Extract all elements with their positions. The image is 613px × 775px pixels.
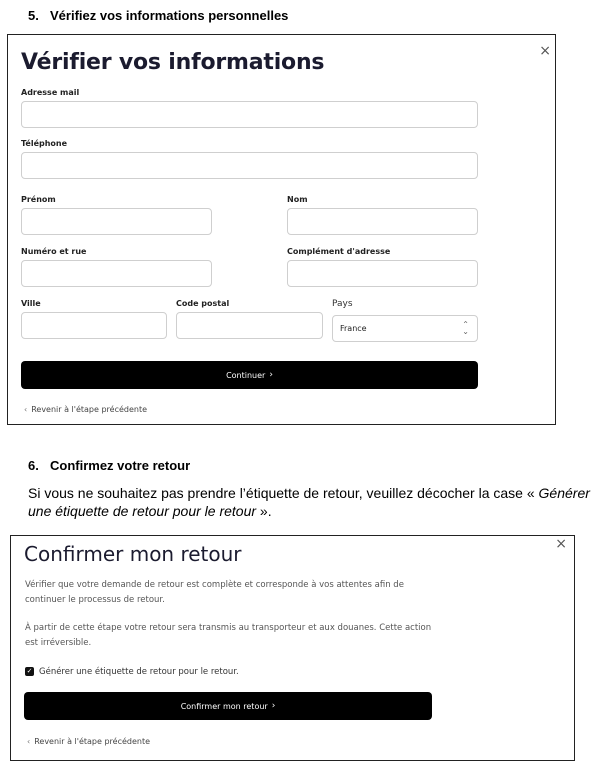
- email-label: Adresse mail: [21, 88, 80, 97]
- generate-label-checkbox-label: Générer une étiquette de retour pour le retour.: [39, 667, 239, 677]
- back-link[interactable]: [24, 405, 147, 414]
- continue-button[interactable]: [21, 361, 478, 389]
- chevron-right-icon: ›: [269, 370, 273, 380]
- back-link-label: Revenir à l'étape précédente: [34, 737, 151, 746]
- first-name-label: Prénom: [21, 195, 56, 204]
- back-link-label: Revenir à l'étape précédente: [31, 405, 148, 414]
- step-5-heading: [28, 8, 288, 23]
- first-name-input[interactable]: [21, 208, 212, 235]
- street-input[interactable]: [21, 260, 212, 287]
- email-input[interactable]: [21, 101, 478, 128]
- phone-label: Téléphone: [21, 139, 68, 148]
- generate-label-checkbox[interactable]: ✓: [26, 668, 33, 675]
- note-italic: Générer une étiquette de retour pour le retour: [28, 485, 590, 519]
- country-value: France: [340, 324, 367, 333]
- last-name-input[interactable]: [287, 208, 478, 235]
- close-icon[interactable]: ×: [539, 43, 551, 59]
- confirm-return-title: Confirmer mon retour: [24, 542, 242, 566]
- chevron-left-icon: ‹: [27, 737, 31, 746]
- city-input[interactable]: [21, 312, 167, 339]
- verify-info-panel: [7, 34, 556, 425]
- city-label: Ville: [21, 299, 41, 308]
- country-select[interactable]: [332, 315, 478, 342]
- note-suffix: ».: [256, 503, 272, 519]
- chevron-left-icon: ‹: [24, 405, 28, 414]
- confirm-return-button[interactable]: [24, 692, 432, 720]
- step-6-title: Confirmez votre retour: [50, 458, 191, 473]
- step-6-note: [28, 484, 610, 520]
- back-link[interactable]: [27, 737, 150, 746]
- postal-code-label: Code postal: [176, 299, 230, 308]
- step-6-heading: [28, 458, 190, 473]
- verify-info-title: Vérifier vos informations: [21, 50, 325, 75]
- street-label: Numéro et rue: [21, 247, 87, 256]
- address2-label: Complément d'adresse: [287, 247, 391, 256]
- step-5-number: 5.: [28, 8, 39, 23]
- updown-chevron-icon: ⌃ ⌄: [462, 320, 469, 336]
- continue-label: Continuer: [226, 370, 266, 380]
- confirm-paragraph-1: Vérifier que votre demande de retour est complète et corresponde à vos attentes afin de continuer le processus de retour.: [25, 580, 404, 605]
- last-name-label: Nom: [287, 195, 308, 204]
- confirm-return-label: Confirmer mon retour: [180, 701, 268, 711]
- note-prefix: Si vous ne souhaitez pas prendre l’étiquette de retour, veuillez décocher la case «: [28, 485, 539, 501]
- confirm-return-panel: [10, 535, 575, 761]
- step-6-number: 6.: [28, 458, 39, 473]
- step-5-title: Vérifiez vos informations personnelles: [50, 8, 289, 23]
- confirm-paragraph-2: À partir de cette étape votre retour sera transmis au transporteur et aux douanes. Cette action est irréversible.: [25, 623, 432, 648]
- address2-input[interactable]: [287, 260, 478, 287]
- country-label: Pays: [332, 299, 353, 309]
- postal-code-input[interactable]: [176, 312, 323, 339]
- chevron-right-icon: ›: [271, 701, 276, 711]
- phone-input[interactable]: [21, 152, 478, 179]
- close-icon[interactable]: ×: [555, 536, 567, 552]
